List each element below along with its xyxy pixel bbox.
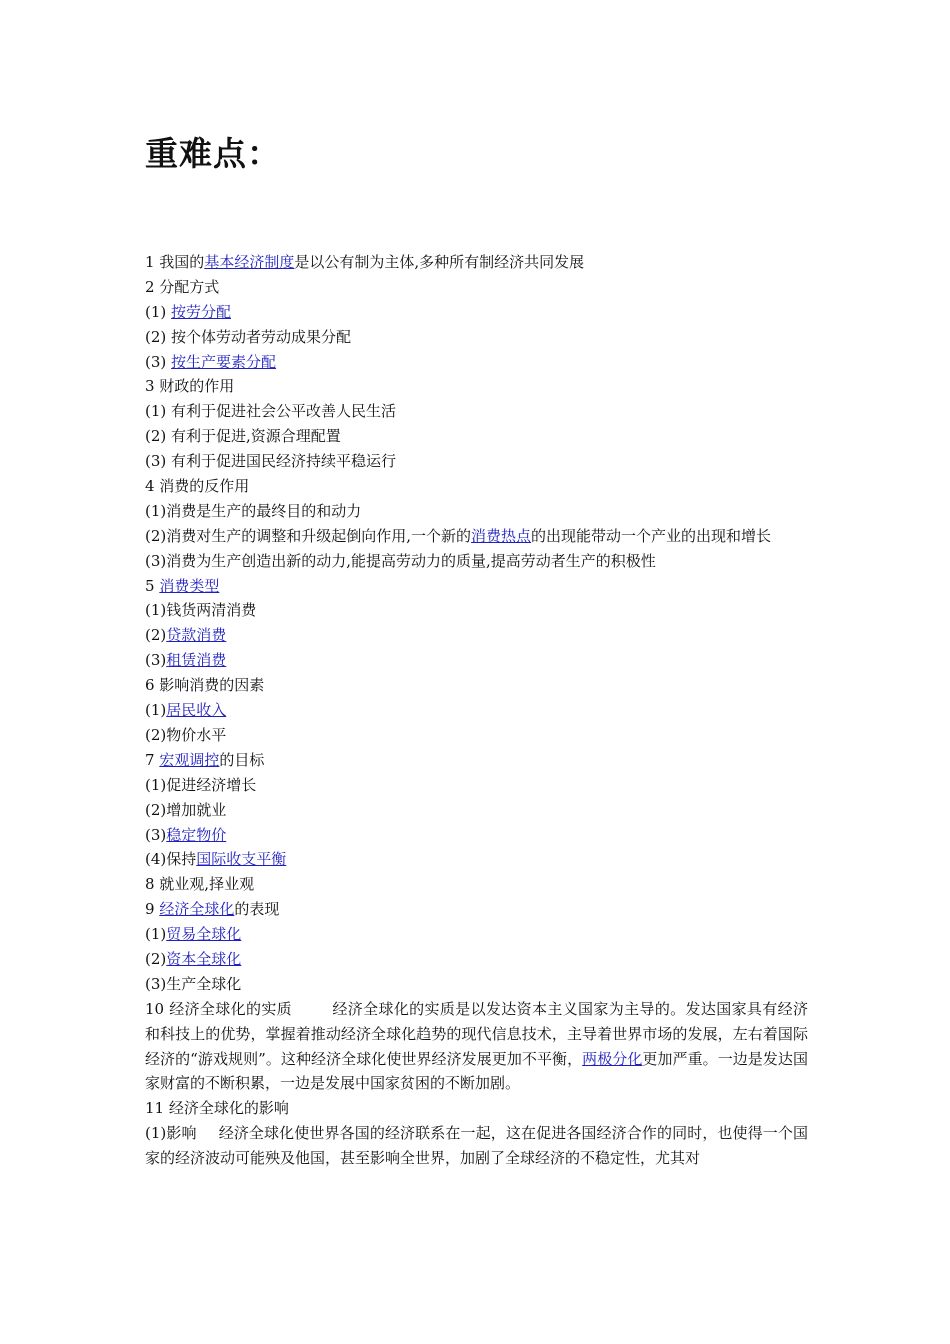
list-item: (3)消费为生产创造出新的动力,能提高劳动力的质量,提高劳动者生产的积极性 — [145, 551, 656, 570]
link-stable-prices[interactable]: 稳定物价 — [166, 825, 227, 844]
list-heading: 2 分配方式 — [145, 277, 220, 296]
text: (3) — [145, 651, 167, 670]
text: 更加严重。一边是发达国家财富的不断积累，一边是发展中国家贫困的不断加剧。 — [145, 1049, 808, 1093]
link-economic-globalization[interactable]: 经济全球化 — [159, 900, 235, 919]
list-item — [145, 997, 808, 1097]
list-heading — [145, 574, 808, 599]
link-consumption-hotspot[interactable]: 消费热点 — [471, 526, 532, 545]
text: (2) — [145, 626, 167, 645]
link-consumption-types[interactable]: 消费类型 — [159, 576, 220, 595]
link-lease-consumption[interactable]: 租赁消费 — [166, 651, 227, 670]
list-item: (1)促进经济增长 — [145, 775, 257, 794]
document-body — [145, 250, 808, 1171]
text: 的目标 — [219, 750, 265, 769]
page-title: 重难点： — [145, 134, 281, 173]
link-trade-globalization[interactable]: 贸易全球化 — [166, 925, 242, 944]
list-item — [145, 524, 808, 549]
list-item — [145, 648, 808, 673]
link-polarization[interactable]: 两极分化 — [582, 1049, 643, 1068]
list-item — [145, 947, 808, 972]
list-item — [145, 350, 808, 375]
text: 9 — [145, 900, 160, 919]
list-heading: 11 经济全球化的影响 — [145, 1099, 289, 1118]
link-distribution-by-labor[interactable]: 按劳分配 — [171, 302, 232, 321]
list-item: (1)消费是生产的最终目的和动力 — [145, 501, 362, 520]
text: (1) — [145, 925, 167, 944]
text: (1)影响 — [145, 1124, 197, 1143]
list-item — [145, 922, 808, 947]
link-loan-consumption[interactable]: 贷款消费 — [166, 626, 227, 645]
link-macro-control[interactable]: 宏观调控 — [159, 750, 220, 769]
list-item — [145, 300, 808, 325]
list-heading: 4 消费的反作用 — [145, 477, 250, 496]
text: 经济全球化使世界各国的经济联系在一起，这在促进各国经济合作的同时，也使得一个国家的经济波动可能殃及他国，甚至影响全世界，加剧了全球经济的不稳定性，尤其对 — [145, 1124, 808, 1168]
list-item: (3)生产全球化 — [145, 974, 242, 993]
list-item — [145, 623, 808, 648]
text: 10 经济全球化的实质 — [145, 999, 293, 1018]
link-basic-economic-system[interactable]: 基本经济制度 — [204, 253, 295, 271]
list-item: (2)增加就业 — [145, 800, 227, 819]
text: 5 — [145, 576, 160, 595]
list-heading: 3 财政的作用 — [145, 377, 235, 396]
link-distribution-by-factors[interactable]: 按生产要素分配 — [171, 352, 277, 371]
list-item — [145, 1121, 808, 1171]
list-item: (2) 有利于促进,资源合理配置 — [145, 427, 341, 446]
text: (2) — [145, 949, 167, 968]
text: (3) — [145, 825, 167, 844]
list-item: (1)钱货两清消费 — [145, 601, 257, 620]
list-heading — [145, 748, 808, 773]
text: (2)消费对生产的调整和升级起倒向作用,一个新的 — [145, 526, 472, 545]
list-heading — [145, 897, 808, 922]
text: (1) — [145, 302, 172, 321]
text: 的出现能带动一个产业的出现和增长 — [531, 526, 772, 545]
list-item: (2)物价水平 — [145, 725, 227, 744]
link-balance-of-payments[interactable]: 国际收支平衡 — [196, 850, 287, 869]
text: (1) — [145, 701, 167, 720]
text: 1 我国的 — [145, 253, 205, 271]
text: 7 — [145, 750, 160, 769]
text: 的表现 — [234, 900, 280, 919]
text: 经济全球化的实质是以发达资本主义国家为主导的。发达国家具有经济和科技上的优势，掌握着推动经济全球化趋势的现代信息技术，主导着世界市场的发展，左右着国际经济的“游戏规则”。这种经济全球化使世界经济发展更加不平衡， — [145, 999, 808, 1068]
text: 是以公有制为主体,多种所有制经济共同发展 — [294, 253, 585, 271]
link-capital-globalization[interactable]: 资本全球化 — [166, 949, 242, 968]
list-item: (3) 有利于促进国民经济持续平稳运行 — [145, 452, 397, 471]
list-item — [145, 250, 808, 275]
text: (3) — [145, 352, 172, 371]
list-heading: 8 就业观,择业观 — [145, 875, 255, 894]
list-item: (2) 按个体劳动者劳动成果分配 — [145, 327, 352, 346]
list-item — [145, 698, 808, 723]
list-item — [145, 823, 808, 848]
list-heading: 6 影响消费的因素 — [145, 676, 265, 695]
link-resident-income[interactable]: 居民收入 — [166, 701, 227, 720]
list-item — [145, 847, 808, 872]
text: (4)保持 — [145, 850, 197, 869]
list-item: (1) 有利于促进社会公平改善人民生活 — [145, 402, 397, 421]
